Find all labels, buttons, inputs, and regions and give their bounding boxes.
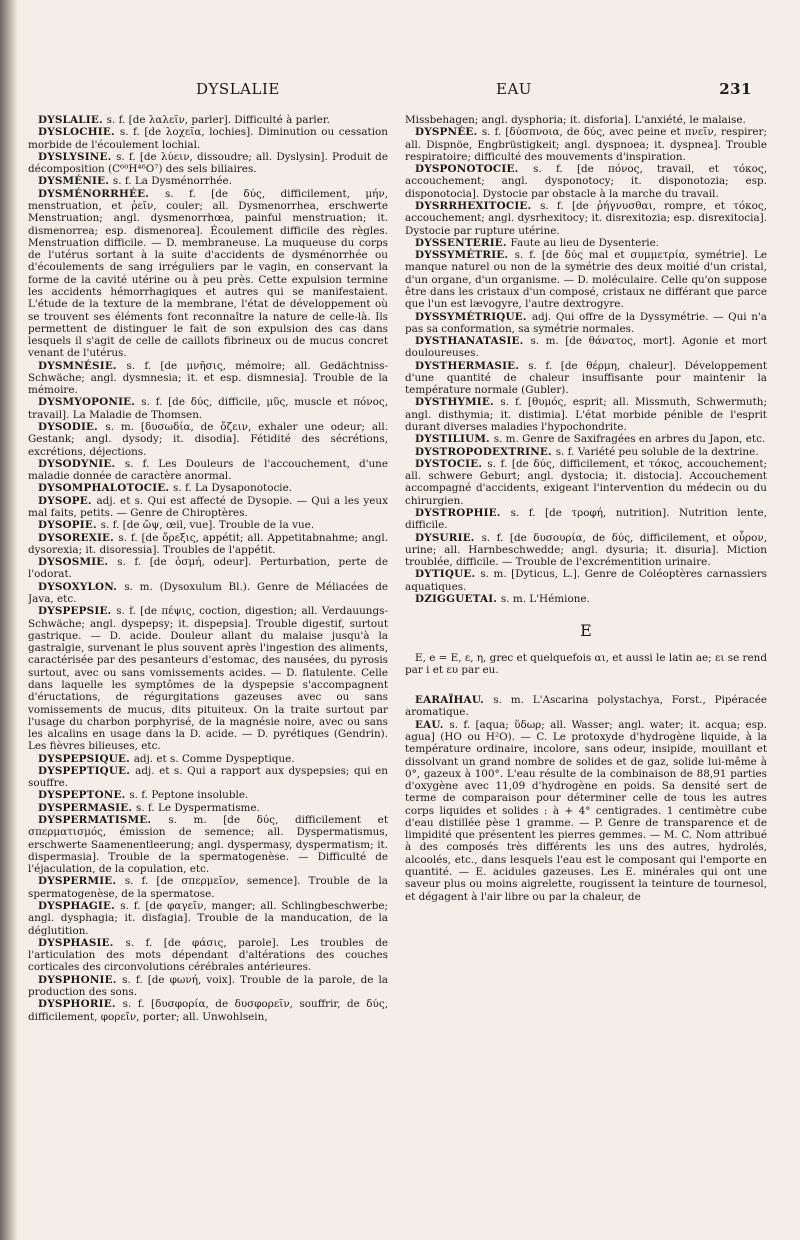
entry-headword: DYSPEPSIE. [38,605,117,618]
entry-definition: s. f. Peptone insoluble. [129,789,249,802]
entry-definition: s. f. [δύσπνοια, de δύς, avec peine et πνεῖν, respirer; all. Dispnöe, Engbrüstigkeit; angl. dyspnoea; it. dyspnea]. Trouble respiratoire; difficulté des mouvements d'inspiration. [405,126,767,163]
entry-headword: DYSPHONIE. [38,973,123,986]
entry-headword: DYSTHYMIE. [415,396,501,409]
entry-headword: DYSSENTERIE. [415,236,511,249]
entry-definition: s. f. [de φωνή, voix]. Trouble de la parole, de la production des sons. [28,973,388,998]
entry-definition: adj. et s. Comme Dyspeptique. [133,752,295,765]
left-column [28,114,388,1210]
entry-headword: DYSTHERMASIE. [415,359,529,372]
entry-definition: s. f. Les Douleurs de l'accouchement, d'une maladie donnée de caractère anormal. [28,457,388,483]
entry-headword: DYSSYMÉTRIE. [415,249,515,262]
entry-headword: DYSMÉNIE. [38,175,113,188]
entry-headword: DYSTROPODEXTRINE. [415,445,556,458]
entry-definition: s. f. [de λοχεῖα, lochies]. Diminution ou cessation morbide de l'écoulement lochial. [28,126,388,151]
entry-definition: s. f. [de πόνος, travail, et τόκος, accouchement; angl. dysponotocy; it. disponotozia; esp. disponotocia]. Dystocie par obstacle à la marche du travail. [405,163,767,200]
entry-headword: DYSPHAGIE. [38,900,121,912]
entry-headword: DYSPEPSIQUE. [38,752,134,765]
page-header [196,80,752,100]
entry-definition: s. f. Le Dyspermatisme. [135,801,260,814]
entry-definition: s. m. L'Ascarina polystachya, Forst., Pipéracée aromatique. [405,694,767,719]
entry-headword: DYSPERMATISME. [38,814,169,827]
dictionary-entry [28,753,388,765]
entry-definition: s. f. La Dysménorrhée. [112,175,233,188]
dictionary-entry [28,556,388,581]
entry-definition: s. m. L'Hémione. [500,592,590,605]
entry-headword: DYSMNÉSIE. [38,359,127,372]
entry-headword: DYSPHASIE. [38,936,126,949]
dictionary-entry [405,694,767,719]
entry-headword: DYSLALIE. [38,114,107,126]
dictionary-entry [28,581,388,606]
dictionary-entry [405,458,767,507]
entry-headword: DYSPERMASIE. [38,801,136,814]
entry-headword: DYSPEPTONE. [38,789,130,802]
entry-definition: s. f. [de ὀσμή, odeur]. Perturbation, perte de l'odorat. [28,556,388,581]
dictionary-entry [28,175,388,187]
dictionary-entry [28,875,388,900]
entry-definition: s. m. [de θάνατος, mort]. Agonie et mort douloureuses. [405,335,767,360]
entry-headword: DZIGGUETAI. [415,592,501,605]
entry-definition: s. m. [δυσωδία, de ὄζειν, exhaler une odeur; all. Gestank; angl. dysody; it. disodia]. Fétidité des sécrétions, excrétions, déjections. [28,421,388,458]
entry-headword: DYSOMPHALOTOCIE. [38,482,174,495]
entry-headword: DYTIQUE. [415,568,481,581]
entry-definition: s. f. [de δυσουρία, de δύς, difficilement, et οὖρον, urine; all. Harnbeschwedde; angl. dysuria; it. disuria]. Miction troublée, difficile. — Trouble de l'excrémentition urinaire. [405,531,767,569]
dictionary-entry [28,126,388,151]
dictionary-entry [28,937,388,974]
right-column-entries-after [405,694,767,903]
entry-headword: DYSMYOPONIE. [38,396,142,409]
dictionary-entry [28,519,388,531]
entry-headword: DYSPNÉE. [415,126,482,139]
entry-definition: s. f. [de ὤψ, œil, vue]. Trouble de la vue. [100,519,315,532]
dictionary-entry [405,114,767,126]
entry-definition: adj. et s. Qui est affecté de Dysopie. — Qui a les yeux mal faits, petits. — Genre de Chiroptères. [28,494,388,519]
dictionary-entry [405,311,767,336]
dictionary-entry [28,495,388,520]
dictionary-entry [28,396,388,421]
entry-definition: s. f. [de δύς, difficilement, μήν, menstruation, et ῥεῖν, couler; all. Dysmenorrhea, erschwerte Menstruation; angl. dysmenorrhœa, painful menstruation; it. dismenorrea; esp. dismenorea]. Écoulement difficile des règles. Menstruation difficile. — D. membraneuse. La muqueuse du corps de l'utérus sortant à la suite d'accidents de dysménorrhée ou d'écoulements de sang irréguliers par le vagin, en conservant la forme de la cavité utérine ou à peu près. Cette expulsion termine les accidents hémorrhagiques et autres qui se manifestaient. L'étude de la texture de la membrane, l'état de développement où se trouvent ses éléments font reconnaître la nature de celle-là. Ils permettent de distinguer le fait de son expulsion des cas dans lesquels il s'agit de celle de caillots fibrineux ou de mucus concret venant de l'utérus. [28,187,388,360]
entry-definition: s. f. [de τροφή, nutrition]. Nutrition lente, difficile. [405,507,767,532]
dictionary-entry [28,802,388,814]
book-binding-shadow [0,0,18,1240]
right-column [405,114,767,1210]
entry-headword: EARAÏHAU. [415,694,494,707]
dictionary-entry [28,114,388,126]
dictionary-entry [405,532,767,569]
entry-definition: s. m. (Dysoxulum Bl.). Genre de Méliacées de Java, etc. [28,580,388,605]
dictionary-entry [405,593,767,605]
entry-definition: s. f. [de λαλεῖν, parler]. Difficulté à parler. [106,114,331,126]
entry-headword: DYSOREXIE. [38,531,119,544]
entry-definition: s. f. [de δύς, difficile, μῦς, muscle et πόνος, travail]. La Maladie de Thomsen. [28,396,388,421]
dictionary-entry [405,163,767,200]
dictionary-entry [405,446,767,458]
dictionary-entry [28,482,388,494]
section-intro: E, e = E, ε, η, grec et quelquefois αι, et aussi le latin ae; ει se rend par i et ευ par eu. [405,651,767,676]
dictionary-entry [405,200,767,237]
dictionary-entry [28,421,388,458]
entry-definition: s. f. [de δύς mal et συμμετρία, symétrie]. Le manque naturel ou non de la symétrie des deux moitié d'un cristal, d'un organe, d'un organisme. — D. moléculaire. Celle qu'on suppose être dans les cristaux d'un composé, cristaux ne différant que parce que l'un est lævogyre, l'autre dextrogyre. [405,249,767,311]
entry-headword: DYSLYSINE. [38,150,117,163]
entry-headword: DYSODIE. [38,421,106,434]
dictionary-entry [28,900,388,937]
entry-headword: DYSTROPHIE. [415,507,511,519]
entry-definition: s. f. [de σπερμεῖον, semence]. Trouble de la spermatogenèse, de la spermatose. [28,875,388,900]
dictionary-entry [28,151,388,176]
entry-headword: DYSPERMIE. [38,875,125,888]
entry-definition: s. f. La Dysaponotocie. [173,482,293,495]
entry-definition: s. f. [de ὄρεξις, appétit; all. Appetitabnahme; angl. dysorexia; it. disoressia]. Troubles de l'appétit. [28,531,388,556]
entry-headword: DYSODYNIE. [38,457,125,470]
entry-headword: DYSOSMIE. [38,556,118,569]
entry-definition: s. f. [θυμός, esprit; all. Missmuth, Schwermuth; angl. disthymia; it. distimia]. L'état morbide pénible de l'esprit durant diverses maladies l'hypochondrite. [405,396,767,434]
section-letter: E [580,621,592,641]
dictionary-entry [28,789,388,801]
dictionary-entry [405,237,767,249]
dictionary-entry [405,507,767,532]
running-head-right: EAU [496,80,532,98]
entry-definition: adj. Qui offre de la Dyssymétrie. — Qui n'a pas sa conformation, sa symétrie normales. [405,310,767,335]
entry-definition: s. m. [Dyticus, L.]. Genre de Coléoptères carnassiers aquatiques. [405,568,767,593]
entry-definition: s. f. [de φαγεῖν, manger; all. Schlingbeschwerbe; angl. dysphagia; it. disfagia]. Trouble de la manducation, de la déglutition. [28,900,388,937]
entry-headword: DYSLOCHIE. [38,126,120,139]
entry-definition: s. f. [de ῥήγνυσθαι, rompre, et τόκος, accouchement; angl. dysrhexitocy; it. disrexitozia; esp. disrexitocia]. Dystocie par rupture utérine. [405,199,767,237]
dictionary-entry [405,249,767,310]
entry-definition: s. m. Genre de Saxifragées en arbres du Japon, etc. [493,433,766,446]
dictionary-entry [28,188,388,360]
dictionary-entry [405,396,767,433]
dictionary-entry [28,765,388,790]
entry-definition: s. f. [de μνῆσις, mémoire; all. Gedächtniss-Schwäche; angl. dysmnesia; it. et esp. dismnesia]. Trouble de la mémoire. [28,359,388,397]
dictionary-entry [28,974,388,999]
entry-definition: s. f. Variété peu soluble de la dextrine. [555,445,759,458]
entry-definition: s. f. [de φάσις, parole]. Les troubles de l'articulation des mots dépendant d'altérations des couches corticales des circonvolutions cérébrales antérieures. [28,936,388,974]
dictionary-entry [405,433,767,445]
entry-headword: EAU. [415,718,450,731]
dictionary-entry [405,335,767,360]
entry-headword: DYSMÉNORRHÉE. [38,187,165,200]
dictionary-entry [28,998,388,1023]
entry-definition: s. m. [de δύς, difficilement et σπερματισμός, émission de semence; all. Dyspermatismus, erschwerte Saamenentleerung; angl. dyspermasy, dyspermatism; it. dispermasia]. Trouble de la spermatogenèse. — Difficulté de l'éjaculation, de la copulation, etc. [28,814,388,876]
entry-definition: s. f. [de λύειν, dissoudre; all. Dyslysin]. Produit de décomposition (C⁶⁰H⁴⁶O⁷) des sels biliaires. [28,150,388,176]
dictionary-entry [405,126,767,163]
entry-headword: DYSPHORIE. [38,998,123,1011]
entry-definition: s. f. [aqua; ὕδωρ; all. Wasser; angl. water; it. acqua; esp. agua] (HO ou H²O). — C. Le protoxyde d'hydrogène liquide, à la température ordinaire, incolore, sans odeur, insipide, mouillant et dissolvant un grand nombre de solides et de gaz, solide lui-même à 0°, gazeux à 100°. L'eau résulte de la combinaison de 88,91 parties d'oxygène avec 11,09 d'hydrogène en poids. Sa densité sert de terme de comparaison pour déterminer celle de tous les autres corps liquides et solides : à + 4° centigrades. 1 centimètre cube d'eau distillée pèse 1 gramme. — P. Genre de transparence et de limpidité que présentent les pierres gemmes. — M. C. Nom attribué à des composés très différents les uns des autres, hydrolés, alcoolés, etc., dans lesquels l'eau est le composant qui l'emporte en quantité. — E. acidules gazeuses. Les E. minérales qui ont une saveur plus ou moins aigrelette, rougissent la teinture de tournesol, et dégagent à l'air libre ou par la chaleur, de [405,718,767,903]
dictionary-entry [28,605,388,752]
entry-headword: DYSPONOTOCIE. [415,163,534,176]
entry-definition: Missbehagen; angl. dysphoria; it. disforia]. L'anxiété, le malaise. [405,114,746,126]
dictionary-entry [405,360,767,397]
entry-definition: s. f. [δυσφορία, de δυσφορεῖν, souffrir, de δύς, difficilement, φορεῖν, porter; all. Unwohlsein, [28,998,388,1023]
entry-headword: DYSSYMÉTRIQUE. [415,310,532,323]
dictionary-entry [405,568,767,593]
dictionary-entry [28,360,388,397]
entry-headword: DYSOXYLON. [38,580,125,593]
dictionary-entry [28,458,388,483]
entry-definition: adj. et s. Qui a rapport aux dyspepsies; qui en souffre. [28,764,388,790]
entry-definition: Faute au lieu de Dysenterie. [510,236,660,249]
right-column-entries [405,114,767,605]
dictionary-entry [405,719,767,903]
entry-headword: DYSPEPTIQUE. [38,764,136,777]
entry-headword: DYSRRHEXITOCIE. [415,199,541,212]
entry-headword: DYSTOCIE. [415,457,488,470]
entry-headword: DYSOPIE. [38,519,101,532]
entry-headword: DYSTILIUM. [415,433,494,446]
dictionary-entry [28,532,388,557]
page-number: 231 [719,80,752,98]
entry-headword: DYSTHANATASIE. [415,335,531,348]
dictionary-entry [28,814,388,875]
entry-definition: s. f. [de πέψις, coction, digestion; all. Verdauungs-Schwäche; angl. dyspepsy; it. dispepsia]. Trouble digestif, surtout gastrique. — D. acide. Douleur allant du malaise jusqu'à la gastralgie, survenant le plus souvent après l'ingestion des aliments, caractérisée par des pesanteurs d'estomac, des nausées, du pyrosis surtout, avec ou sans vomissements acides. — D. flatulente. Celle dans laquelle les symptômes de la dyspepsie s'accompagnent d'éructations, de régurgitations gazeuses avec ou sans vomissements de mucus, dits pituiteux. On la traite surtout par l'usage du charbon porphyrisé, de la magnésie noire, avec ou sans les alcalins en usage dans la D. acide. — D. pyrétiques (Gendrin). Les fièvres bilieuses, etc. [28,605,388,753]
entry-definition: s. f. [de δύς, difficilement, et τόκος, accouchement; all. schwere Geburt; angl. dystocia; it. distocia]. Accouchement accompagné d'accidents, exigeant l'intervention du médecin ou du chirurgien. [405,457,767,507]
entry-headword: DYSOPE. [38,494,97,507]
entry-definition: s. f. [de θέρμη, chaleur]. Développement d'une quantité de chaleur insuffisante pour maintenir la température normale (Gubler). [405,359,767,397]
running-head-left: DYSLALIE [196,80,280,98]
entry-headword: DYSURIE. [415,531,482,544]
